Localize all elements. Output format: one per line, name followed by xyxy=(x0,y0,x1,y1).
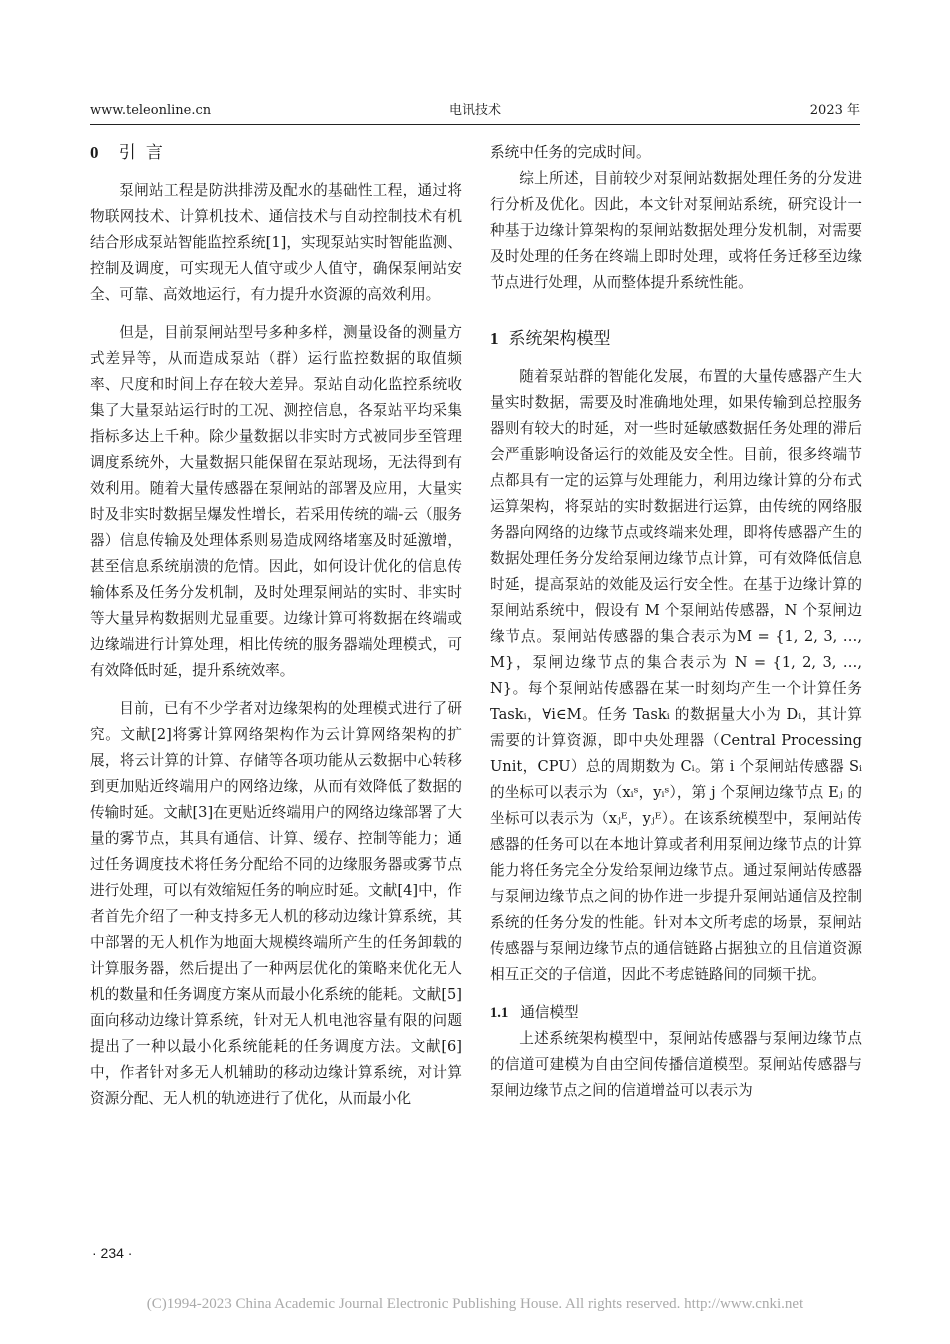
section-0-number: 0 xyxy=(90,143,109,162)
intro-summary: 综上所述，目前较少对泵闸站数据处理任务的分发进行分析及优化。因此，本文针对泵闸站系统，研究设计一种基于边缘计算架构的泵闸站数据处理分发机制，对需要及时处理的任务在终端上即时处理，或将任务迁移至边缘节点进行处理，从而整体提升系统性能。 xyxy=(490,170,862,291)
subsection-1-1-heading xyxy=(490,1000,862,1026)
intro-paragraph-3: 目前，已有不少学者对边缘架构的处理模式进行了研究。文献[2]将雾计算网络架构作为云计算网络架构的扩展，将云计算的计算、存储等各项功能从云数据中心转移到更加贴近终端用户的网络边缘，从而有效降低了数据的传输时延。文献[3]在更贴近终端用户的网络边缘部署了大量的雾节点，其具有通信、计算、缓存、控制等能力；通过任务调度技术将任务分配给不同的边缘服务器或雾节点进行处理，可以有效缩短任务的响应时延。文献[4]中，作者首先介绍了一种支持多无人机的移动边缘计算系统，其中部署的无人机作为地面大规模终端所产生的任务卸载的计算服务器，然后提出了一种两层优化的策略来优化无人机的数量和任务调度方案从而最小化系统的能耗。文献[5]面向移动边缘计算系统，针对无人机电池容量有限的问题提出了一种以最小化系统能耗的任务调度方法。文献[6]中，作者针对多无人机辅助的移动边缘计算系统，对计算资源分配、无人机的轨迹进行了优化，从而最小化 xyxy=(90,700,462,1107)
section-1-heading xyxy=(490,326,862,352)
intro-paragraph-2: 但是，目前泵闸站型号多种多样，测量设备的测量方式差异等，从而造成泵站（群）运行监控数据的取值频率、尺度和时间上存在较大差异。泵站自动化监控系统收集了大量泵站运行时的工况、测控信息，各泵站平均采集指标多达上千种。除少量数据以非实时方式被同步至管理调度系统外，大量数据只能保留在泵站现场，无法得到有效利用。随着大量传感器在泵闸站的部署及应用，大量实时及非实时数据呈爆发性增长，若采用传统的端-云（服务器）信息传输及处理体系则易造成网络堵塞及时延激增，甚至信息系统崩溃的危情。因此，如何设计优化的信息传输体系及任务分发机制，及时处理泵闸站的实时、非实时等大量异构数据则尤显重要。边缘计算可将数据在终端或边缘端进行计算处理，相比传统的服务器端处理模式，可有效降低时延，提升系统效率。 xyxy=(90,324,462,679)
section-1-number: 1 xyxy=(490,329,499,348)
header-website[interactable]: www.teleonline.cn xyxy=(90,103,212,118)
copyright-footer: (C)1994-2023 China Academic Journal Electronic Publishing House. All rights reserved. http://www.cnki.net xyxy=(146,1296,804,1312)
subsection-1-1-paragraph: 上述系统架构模型中，泵闸站传感器与泵闸边缘节点的信道可建模为自由空间传播信道模型。泵闸站传感器与泵闸边缘节点之间的信道增益可以表示为 xyxy=(490,1030,862,1099)
section-1-paragraph: 随着泵站群的智能化发展，布置的大量传感器产生大量实时数据，需要及时准确地处理，如果传输到总控服务器则有较大的时延，对一些时延敏感数据任务处理的滞后会严重影响设备运行的效能及安全性。目前，很多终端节点都具有一定的运算与处理能力，利用边缘计算的分布式运算架构，将泵站的实时数据进行运算，由传统的网络服务器向网络的边缘节点或终端来处理，即将传感器产生的数据处理任务分发给泵闸边缘节点计算，可有效降低信息时延，提高泵站的效能及运行安全性。在基于边缘计算的泵闸站系统中，假设有 M 个泵闸站传感器，N 个泵闸边缘节点。泵闸站传感器的集合表示为M = {1, 2, 3, …, M}，泵闸边缘节点的集合表示为 N = {1, 2, 3, …, N}。每个泵闸站传感器在某一时刻均产生一个计算任务 Taskᵢ，∀i∈M。任务 Taskᵢ 的数据量大小为 Dᵢ，其计算需要的计算资源，即中央处理器（Central Processing Unit，CPU）总的周期数为 Cᵢ。第 i 个泵闸站传感器 Sᵢ 的坐标可以表示为（xᵢˢ，yᵢˢ），第 j 个泵闸边缘节点 Eⱼ 的坐标可以表示为（xⱼᴱ，yⱼᴱ）。在该系统模型中，泵闸站传感器的任务可以在本地计算或者利用泵闸边缘节点的计算能力将任务完全分发给泵闸边缘节点。通过泵闸站传感器与泵闸边缘节点之间的协作进一步提升泵闸站通信及控制系统的任务分发的性能。针对本文所考虑的场景，泵闸站传感器与泵闸边缘节点的通信链路占据独立的且信道资源相互正交的子信道，因此不考虑链路间的同频干扰。 xyxy=(490,368,862,983)
header-rule xyxy=(90,124,860,125)
subsection-1-1-number: 1.1 xyxy=(490,1005,509,1021)
section-0-title: 引言 xyxy=(118,143,174,163)
page-number: · 234 · xyxy=(92,1245,133,1261)
intro-paragraph-1: 泵闸站工程是防洪排涝及配水的基础性工程，通过将物联网技术、计算机技术、通信技术与自动控制技术有机结合形成泵站智能监控系统[1]，实现泵站实时智能监测、控制及调度，可实现无人值守或少人值守，确保泵闸站安全、可靠、高效地运行，有力提升水资源的高效利用。 xyxy=(90,182,462,303)
left-column xyxy=(90,140,462,1112)
section-0-heading xyxy=(90,140,462,166)
header-journal-name: 电讯技术 xyxy=(448,103,501,118)
subsection-1-1-title: 通信模型 xyxy=(520,1004,579,1021)
section-1-title: 系统架构模型 xyxy=(508,329,611,349)
running-header xyxy=(90,100,860,122)
right-column xyxy=(490,140,862,1104)
intro-continuation: 系统中任务的完成时间。 xyxy=(490,144,651,161)
header-year: 2023 年 xyxy=(809,103,860,118)
